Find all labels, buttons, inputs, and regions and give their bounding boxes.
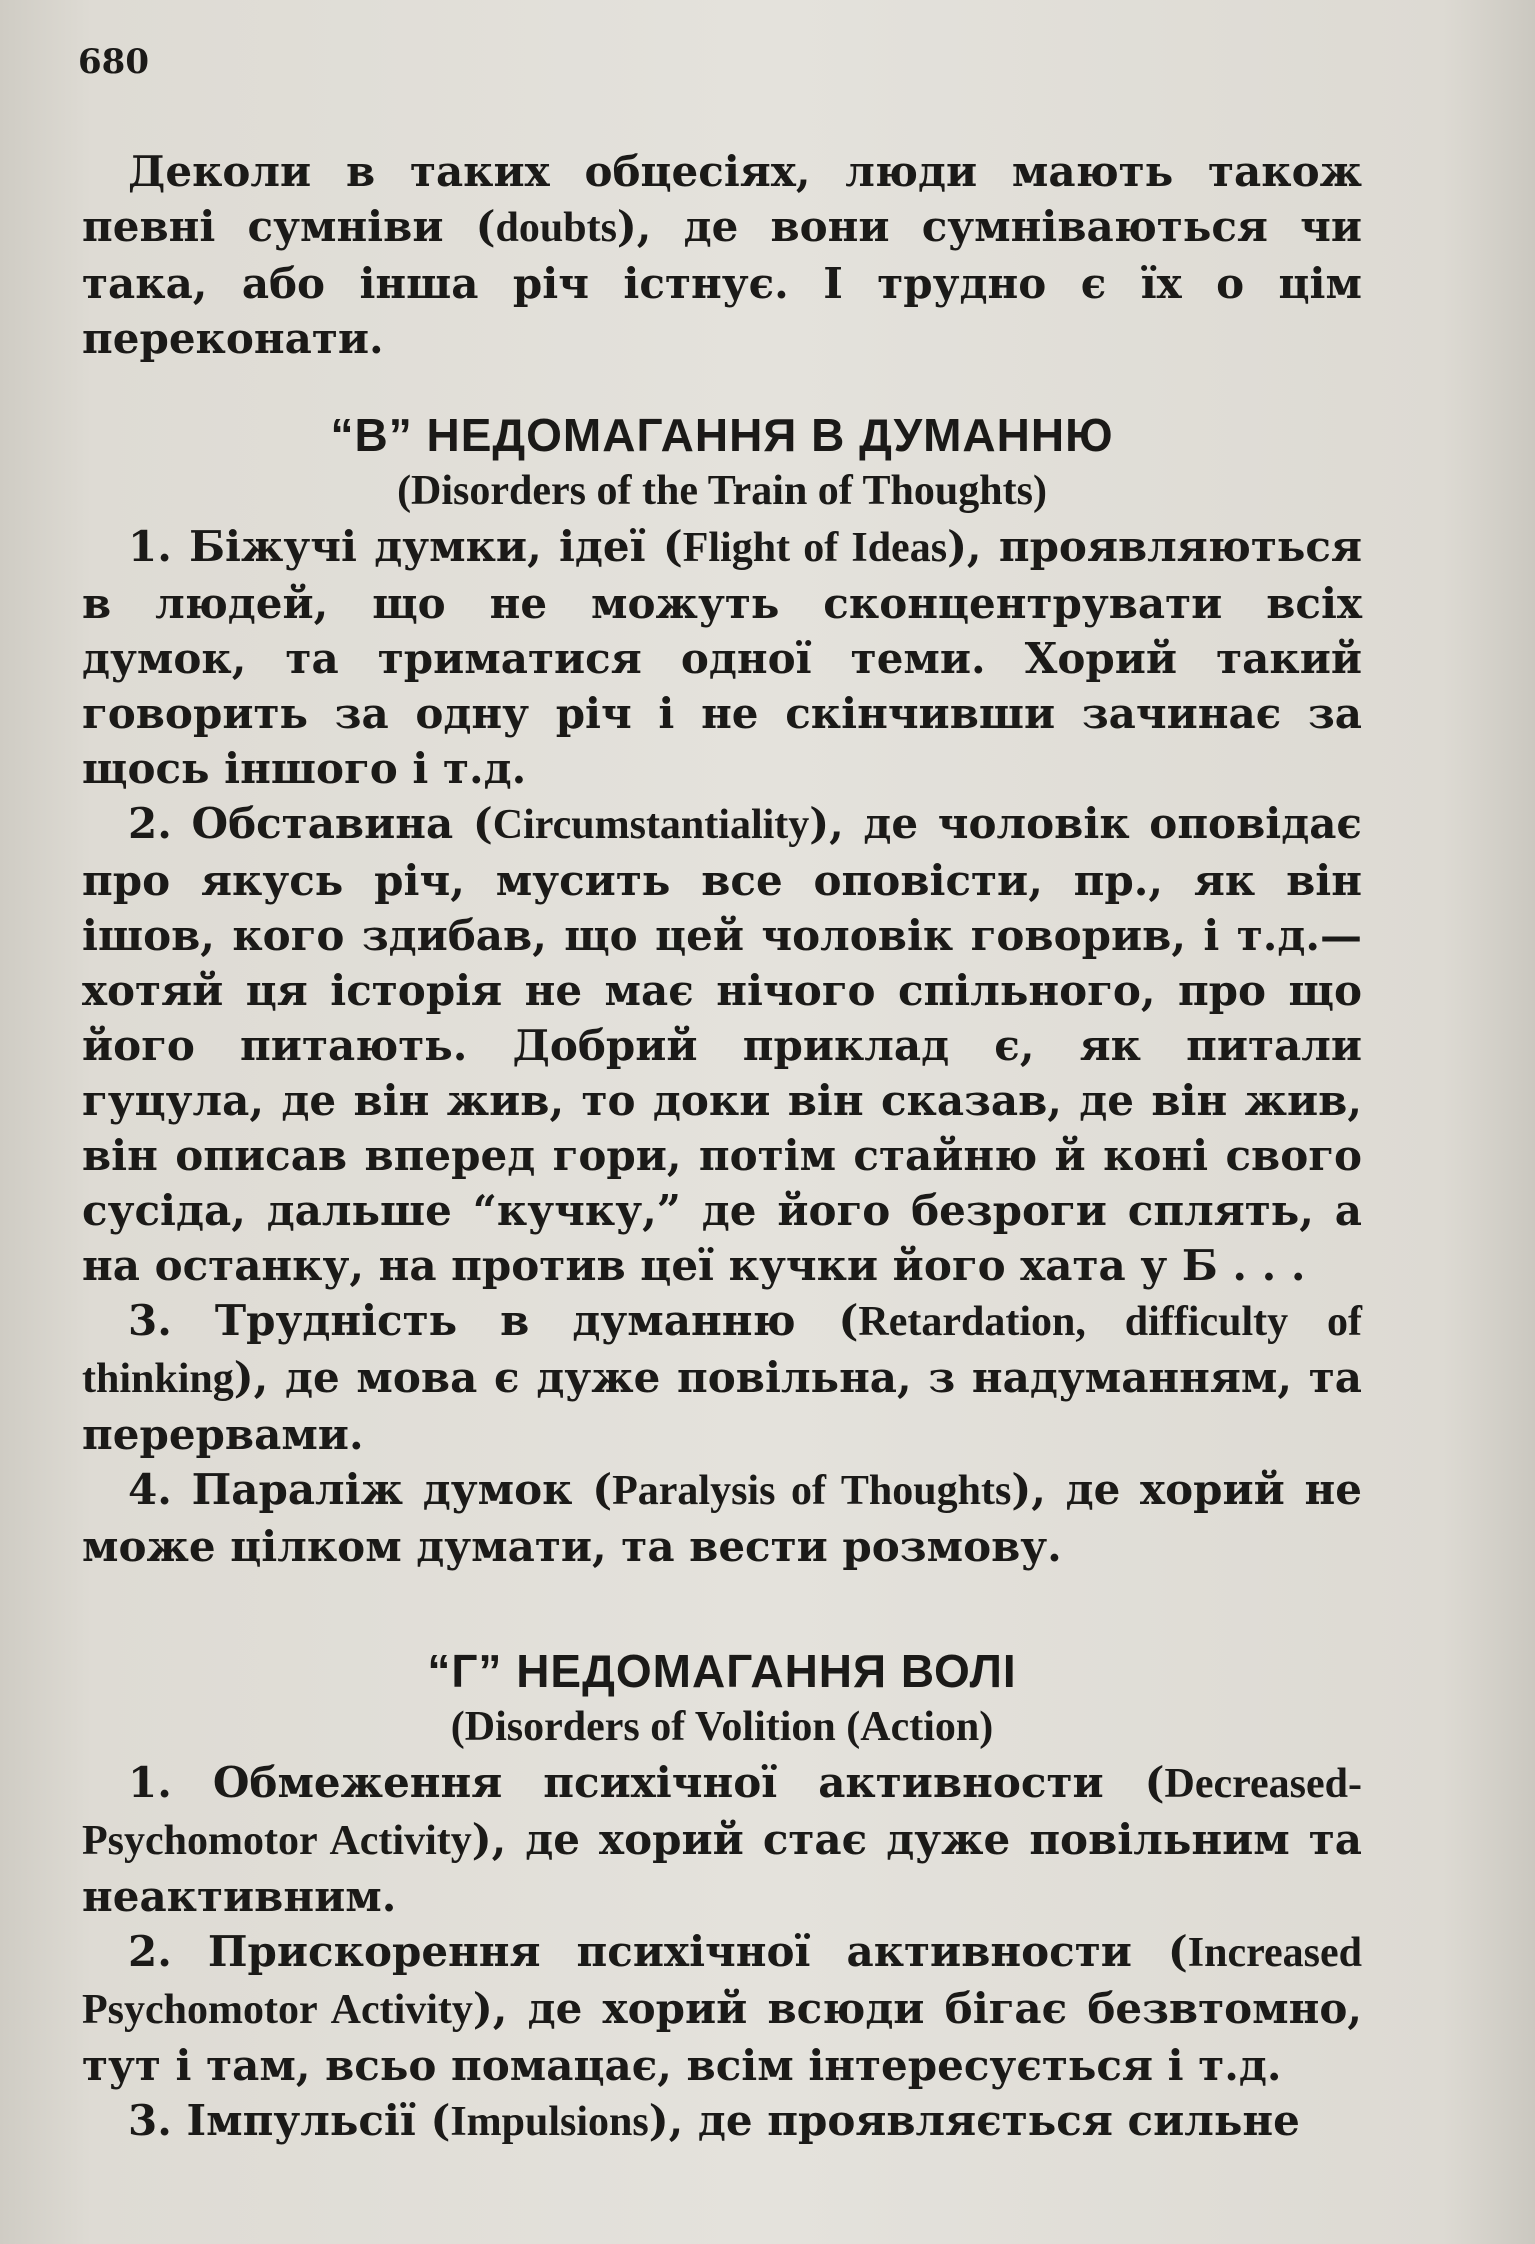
- item-text-a: 3. Імпульсії (: [128, 2096, 451, 2145]
- section-g-item: [82, 1755, 1362, 1924]
- item-text-a: 4. Параліж думок (: [128, 1465, 613, 1514]
- item-text-a: 1. Біжучі думки, ідеї (: [128, 522, 683, 571]
- item-text-b: ), де чоловік оповідає про якусь річ, мусить все оповісти, пр., як він ішов, кого здибав, що цей чоловік говорив, і т.д.— хотяй ця історія не має нічого спільного, про що його питають. Добрий приклад є, як питали гуцула, де він жив, то доки він сказав, де він жив, він описав вперед гори, потім стайню й коні свого сусіда, дальше “кучку,” де його безроги сплять, а на останку, на против цеї кучки його хата у Б . . .: [82, 799, 1362, 1290]
- item-text-b: ), де мова є дуже повільна, з надуманням, та перервами.: [82, 1353, 1362, 1459]
- section-g-item: [82, 1924, 1362, 2093]
- item-text-a: 2. Обставина (: [128, 799, 493, 848]
- section-g-subtitle: (Disorders of Volition (Action): [450, 1704, 994, 1750]
- item-term: Paralysis of Thoughts: [612, 1468, 1012, 1514]
- page-number: 680: [78, 42, 149, 82]
- item-text-a: 1. Обмеження психічної активности (: [128, 1758, 1165, 1807]
- section-v-item: [82, 519, 1362, 796]
- section-g-item: [82, 2093, 1362, 2150]
- section-v-item: [82, 1293, 1362, 1462]
- section-v-item: [82, 1462, 1362, 1574]
- section-v-title: “В” НЕДОМАГАННЯ В ДУМАННЮ: [330, 409, 1114, 461]
- item-text-b: ), де хорий стає дуже повільним та неактивним.: [82, 1815, 1362, 1921]
- item-term: Retardation, difficulty of thinking: [82, 1299, 1362, 1402]
- item-text-b: ), де хорий не може цілком думати, та вести розмову.: [82, 1465, 1362, 1571]
- section-v-item: [82, 796, 1362, 1293]
- item-term: Impulsions: [450, 2099, 649, 2145]
- section-v-subtitle: (Disorders of the Train of Thoughts): [397, 468, 1047, 514]
- item-term: Decreased-Psychomotor Activity: [82, 1761, 1362, 1864]
- intro-paragraph: [82, 144, 1362, 366]
- item-text-a: 3. Трудність в думанню (: [128, 1296, 859, 1345]
- item-text-a: 2. Прискорення психічної активности (: [128, 1927, 1188, 1976]
- item-term: Increased Psychomotor Activity: [82, 1930, 1362, 2033]
- intro-text-b: ), де вони сумніваються чи така, або інша річ істнує. І трудно є їх о цім переконати.: [82, 202, 1362, 363]
- item-text-b: ), де проявляється сильне: [648, 2096, 1300, 2145]
- item-text-b: ), де хорий всюди бігає безвтомно, тут і там, всьо помацає, всім інтересується і т.д.: [82, 1984, 1363, 2090]
- intro-text-a: Деколи в таких обцесіях, люди мають також певні сумніви (: [82, 147, 1362, 251]
- intro-term: doubts: [495, 205, 617, 251]
- item-term: Circumstantiality: [492, 802, 810, 848]
- page-text: [78, 40, 1363, 2150]
- item-text-b: ), проявляються в людей, що не можуть сконцентрувати всіх думок, та триматися одної теми. Хорий такий говорить за одну річ і не скінчивши зачинає за щось іншого і т.д.: [82, 522, 1363, 793]
- section-g-title: “Г” НЕДОМАГАННЯ ВОЛІ: [427, 1645, 1017, 1697]
- item-term: Flight of Ideas: [682, 525, 948, 571]
